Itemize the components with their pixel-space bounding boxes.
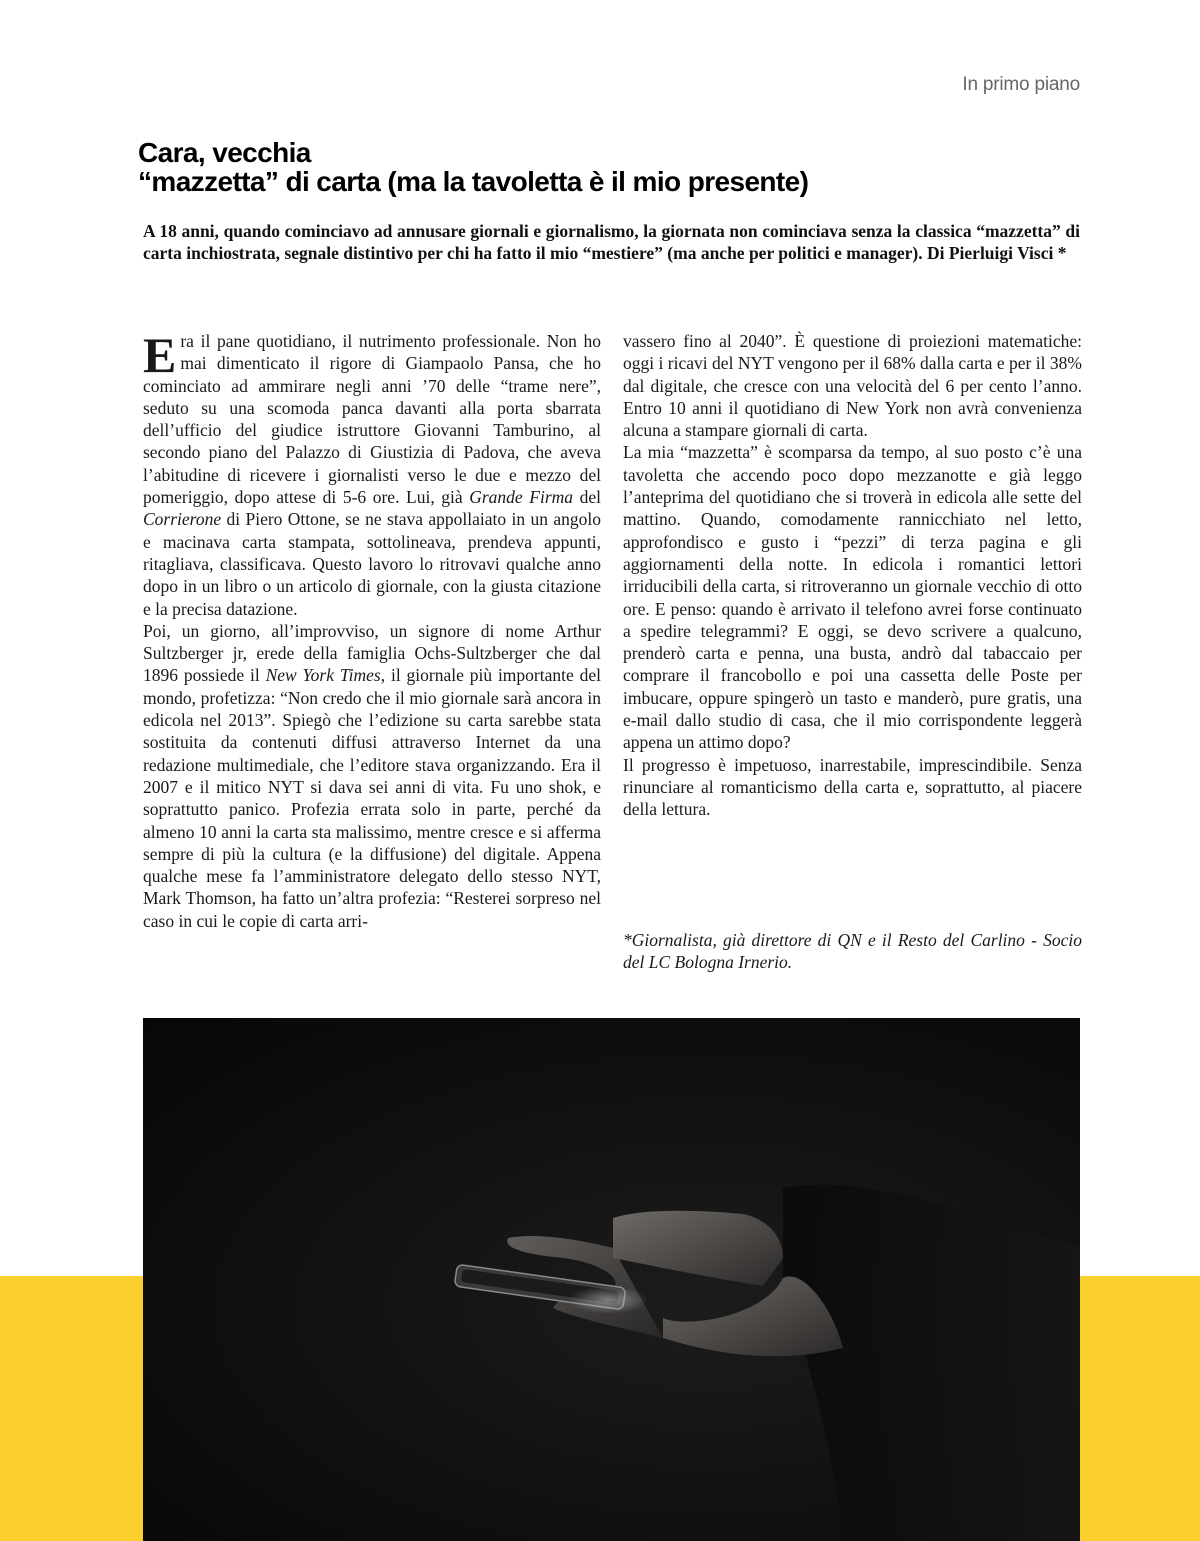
paragraph-1-emphasis-2: Corrierone	[143, 509, 222, 530]
paragraph-1-text-a: ra il pane quotidiano, il nutrimento professionale. Non ho mai dimenticato il rigore di Giampaolo Pansa, che ho cominciato ad ammirare negli anni ’70 delle “trame nere”, seduto su una scomoda panca davanti alla porta sbarrata dell’ufficio del giudice istruttore Giovanni Tamburino, al secondo piano del Palazzo di Giustizia di Padova, che aveva l’abitudine di ricevere i giornalisti verso le due e mezzo del pomeriggio, dopo attese di 5-6 ore. Lui, già	[143, 331, 601, 508]
paragraph-1-text-b: del	[573, 487, 601, 508]
hands-phone-illustration	[143, 1018, 1080, 1541]
title-line-1: Cara, vecchia	[138, 137, 311, 168]
drop-cap: E	[143, 327, 177, 383]
paragraph-2-text-b-right: vassero fino al 2040”. È questione di proiezioni matematiche: oggi i ricavi del NYT vengono per il 68% dalla carta e per il 38% dal digitale, che cresce con una velocità del 6 per cento l’anno. Entro 10 anni il quotidiano di New York non avrà convenienza alcuna a stampare giornali di carta.	[623, 331, 1082, 441]
paragraph-2-part-2	[623, 330, 1082, 441]
paragraph-4: Il progresso è impetuoso, inarrestabile, imprescindibile. Senza rinunciare al romanticismo della carta e, soprattutto, al piacere della lettura.	[623, 754, 1082, 820]
paragraph-2-emphasis: New York Times	[265, 665, 381, 686]
paragraph-2-part-1	[143, 620, 601, 932]
section-label: In primo piano	[962, 74, 1080, 95]
article-lead: A 18 anni, quando cominciavo ad annusare giornali e giornalismo, la giornata non cominciava senza la classica “mazzetta” di carta inchiostrata, segnale distintivo per chi ha fatto il mio “mestiere” (ma anche per politici e manager). Di Pierluigi Visci *	[143, 221, 1080, 263]
article-column-left	[143, 327, 601, 932]
article-title	[138, 138, 1078, 196]
smartphone-photo	[143, 1018, 1080, 1541]
paragraph-2-text-b-left: , il giornale più importante del mondo, profetizza: “Non credo che il mio giornale sarà ancora in edicola nel 2013”. Spiegò che l’edizione su carta sarebbe stata sostituita da contenuti diffusi attraverso Internet da una redazione multimediale, che l’editore stava organizzando. Era il 2007 e il mitico NYT si dava sei anni di vita. Fu uno shok, e soprattutto panico. Profezia errata solo in parte, perché da almeno 10 anni la carta sta malissimo, mentre cresce e si afferma sempre di più la cultura (e la diffusione) del digitale. Appena qualche mese fa l’amministratore delegato dello stesso NYT, Mark Thomson, ha fatto un’altra profezia: “Resterei sorpreso nel caso in cui le copie di carta arri-	[143, 665, 601, 931]
author-footnote: *Giornalista, già direttore di QN e il Resto del Carlino - Socio del LC Bologna Irnerio.	[623, 930, 1082, 973]
paragraph-2-text-a: Poi, un giorno, all’improvviso, un signore di nome Arthur Sultzberger jr, erede della famiglia Ochs-Sultzberger che dal 1896 possiede il	[143, 620, 601, 686]
paragraph-1-emphasis-1: Grande Firma	[469, 487, 574, 508]
paragraph-1-text-c: di Piero Ottone, se ne stava appollaiato in un angolo e macinava carta stampata, sottolineava, prendeva appunti, ritagliava, classificava. Questo lavoro lo ritrovavi qualche anno dopo in un libro o un articolo di giornale, con la giusta citazione e la precisa datazione.	[143, 509, 601, 619]
paragraph-1	[143, 327, 601, 620]
title-line-2: “mazzetta” di carta (ma la tavoletta è il mio presente)	[138, 166, 809, 197]
paragraph-3: La mia “mazzetta” è scomparsa da tempo, al suo posto c’è una tavoletta che accendo poco dopo mezzanotte e già leggo l’anteprima del quotidiano che si troverà in edicola alle sette del mattino. Quando, comodamente rannicchiato nel letto, approfondisco e gusto i “pezzi” di terza pagina e gli aggiornamenti della notte. In edicola i romantici lettori irriducibili della carta, si ritroveranno un giornale vecchio di otto ore. E penso: quando è arrivato il telefono avrei forse continuato a spedire telegrammi? E oggi, se devo scrivere a qualcuno, prenderò carta e penna, una busta, andrò dal tabaccaio per comprare il francobollo e poi una cassetta delle Poste per imbucare, oppure spingerò un tasto e manderò, pure gratis, una e-mail dallo studio di casa, che il mio corrispondente leggerà appena un attimo dopo?	[623, 442, 1082, 753]
article-column-right	[623, 330, 1082, 821]
